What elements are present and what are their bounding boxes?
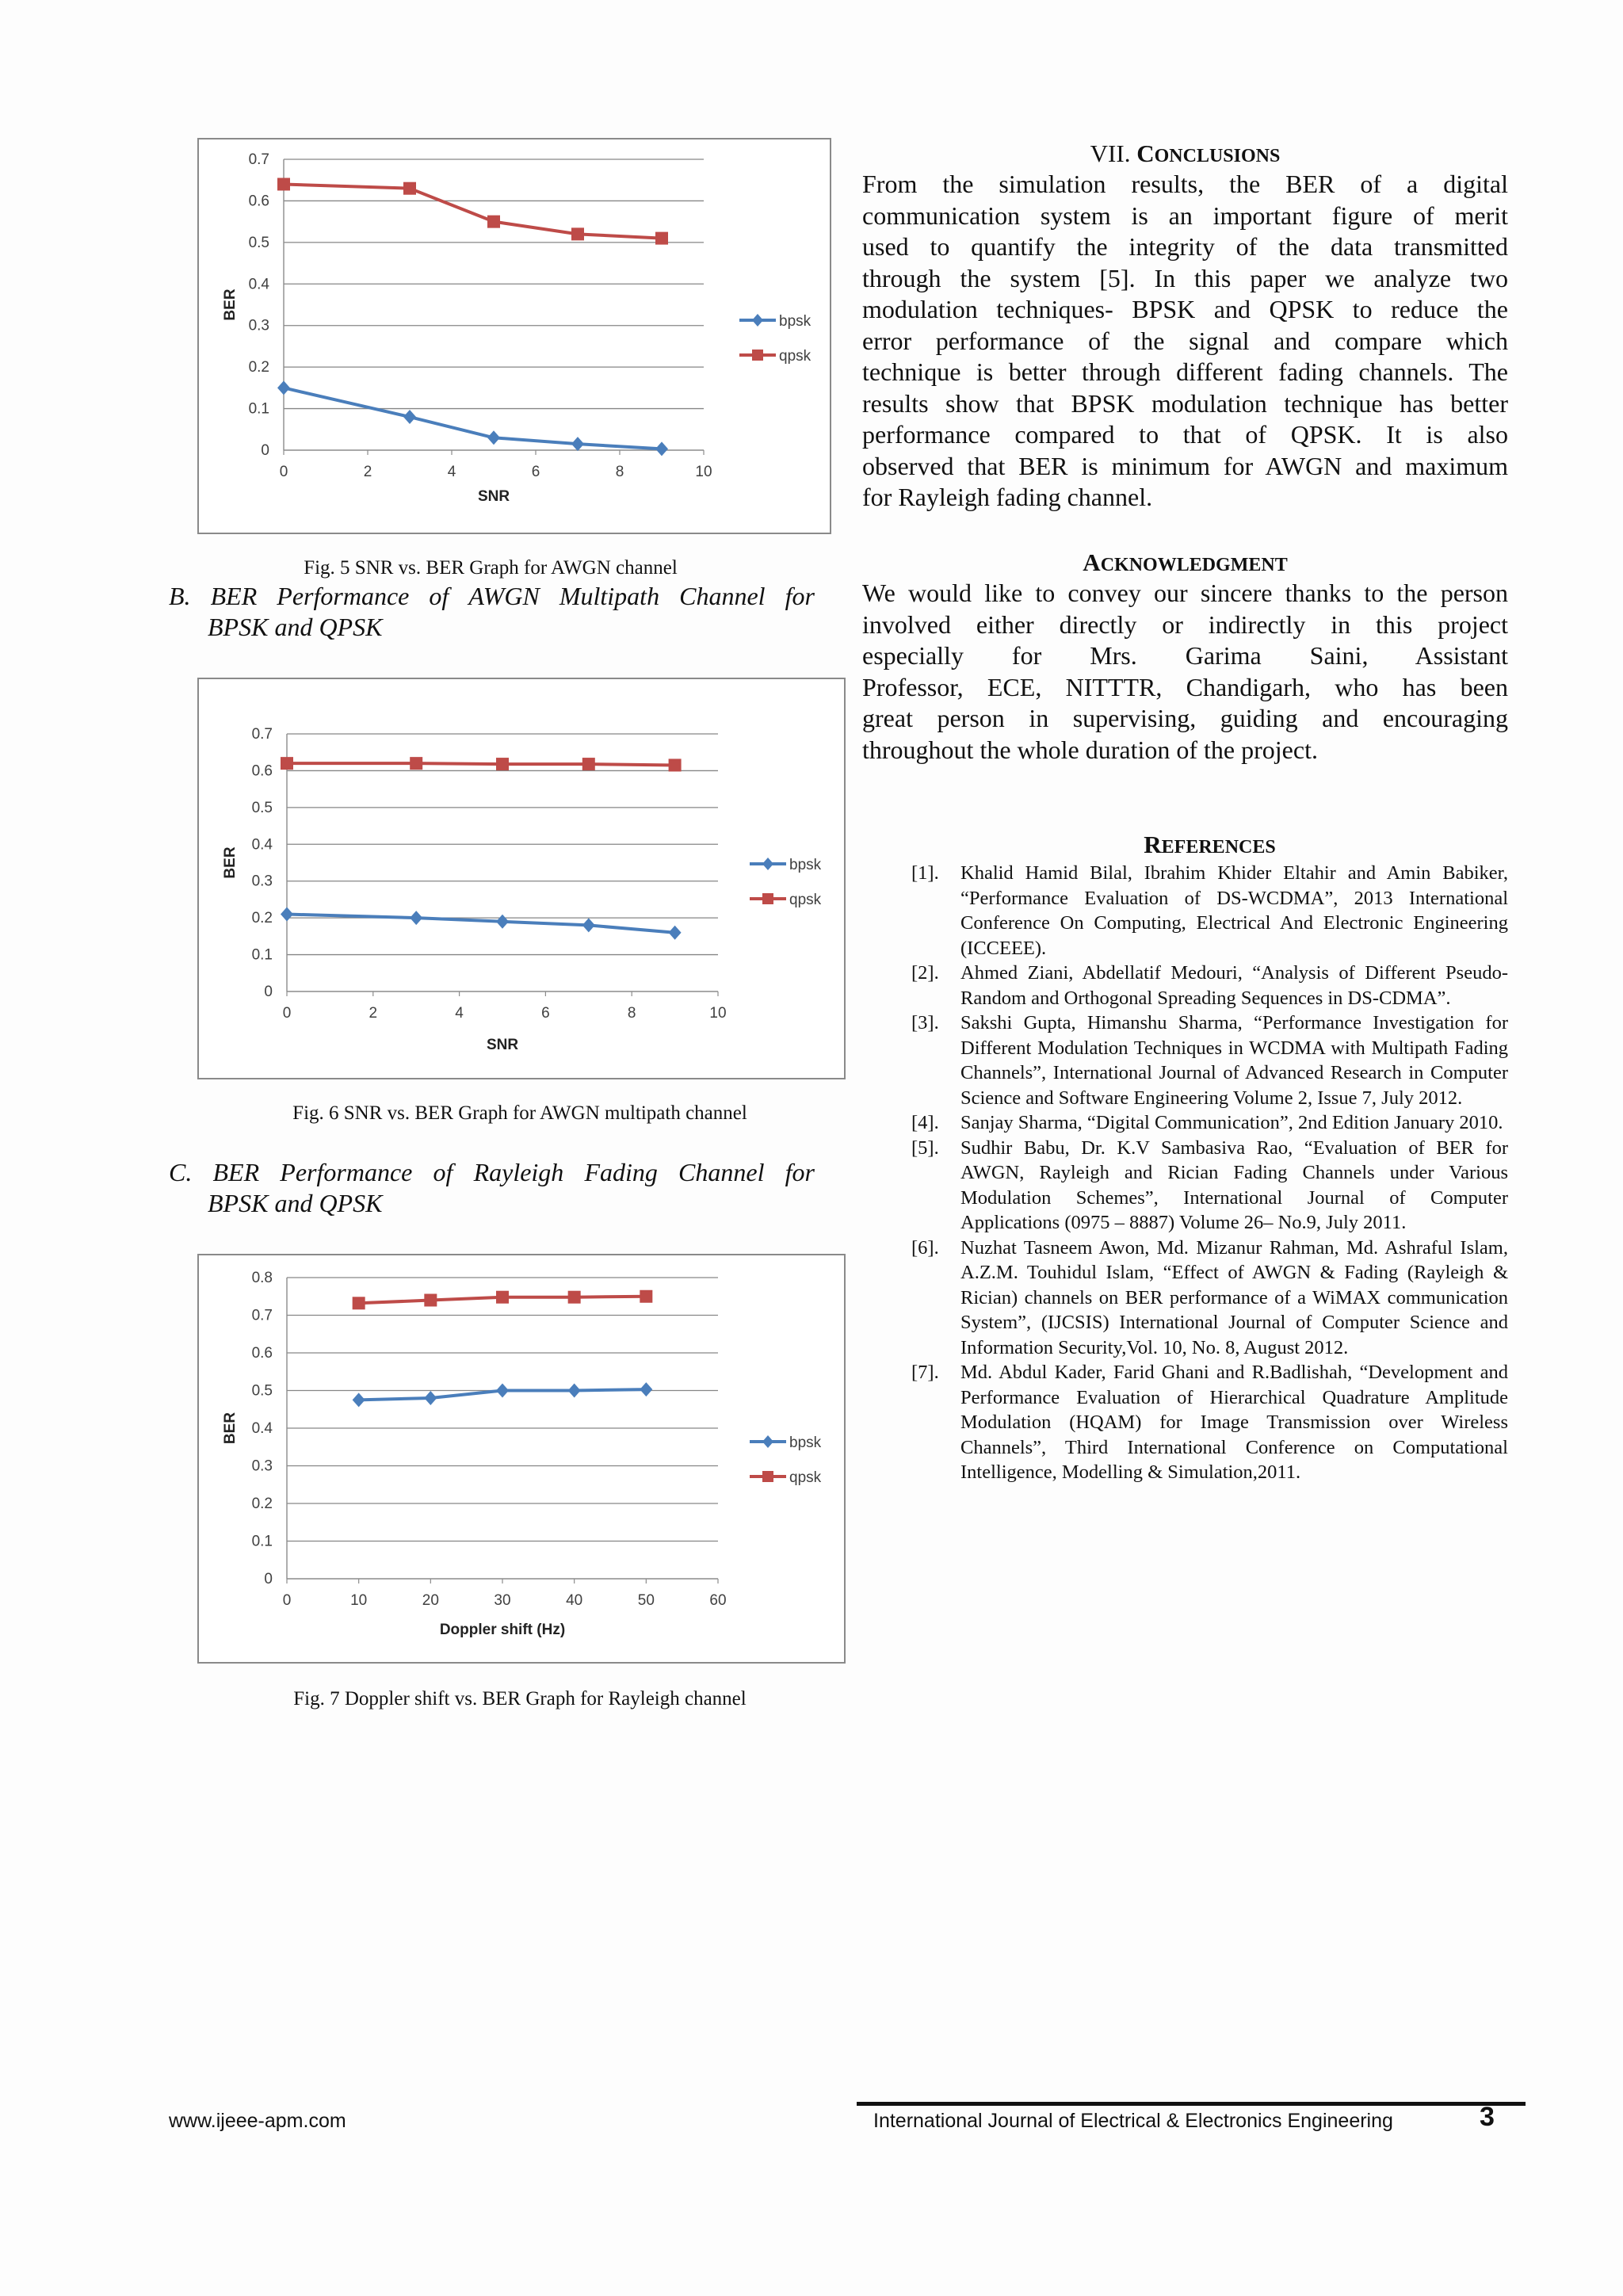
y-tick-label: 0.1 (251, 946, 273, 964)
series-qpsk-point (281, 757, 293, 770)
reference-text: Md. Abdul Kader, Farid Ghani and R.Badlishah, “Development and Performance Evaluation of Hierarchical Quadrature Amplitude Modulation (HQAM) for Image Transmission over Wireless Channels”, Third International Conference on Computational Intelligence, Modelling & Simulation,2011. (960, 1362, 1508, 1483)
subsection-c-word: for (785, 1158, 815, 1186)
series-bpsk-point (571, 437, 584, 451)
legend-qpsk-label: qpsk (789, 892, 822, 908)
series-bpsk-point (277, 380, 290, 395)
subsection-c-word: Channel (678, 1158, 765, 1186)
series-bpsk-point (582, 918, 595, 932)
references-heading: REFERENCES (1144, 831, 1276, 858)
conclusions-line: for Rayleigh fading channel. (862, 483, 1153, 511)
series-bpsk-line (284, 388, 662, 449)
subsection-b-word: for (785, 582, 815, 610)
legend-qpsk-marker (752, 350, 763, 361)
chart-awgn (197, 138, 831, 534)
y-tick-label: 0.5 (248, 234, 269, 251)
chart-awgn-svg (199, 139, 830, 533)
legend-bpsk-marker (762, 858, 773, 870)
footer-website[interactable]: www.ijeee-apm.com (169, 2110, 346, 2132)
y-tick-label: 0.6 (251, 762, 273, 780)
chart-awgn-multipath-svg (199, 679, 844, 1078)
reference-number: [5]. (911, 1137, 939, 1159)
series-bpsk-point (496, 915, 509, 929)
series-bpsk-point (496, 1384, 509, 1398)
references-list (911, 861, 1508, 1485)
subsection-c-word: Rayleigh (473, 1158, 564, 1186)
x-tick-label: 30 (494, 1592, 511, 1609)
x-tick-label: 0 (282, 1005, 292, 1022)
y-tick-label: 0.7 (251, 1307, 273, 1324)
conclusions-line: results show that BPSK modulation technique has better (862, 388, 1508, 418)
conclusions-line: used to quantify the integrity of the data transmitted (862, 232, 1508, 261)
x-tick-label: 0 (282, 1592, 292, 1609)
y-tick-label: 0.4 (251, 1420, 273, 1437)
conclusions-numeral: VII. (1090, 139, 1131, 167)
series-qpsk-point (403, 182, 416, 195)
reference-number: [6]. (911, 1236, 939, 1259)
reference-text: Nuzhat Tasneem Awon, Md. Mizanur Rahman, Md. Ashraful Islam, A.Z.M. Touhidul Islam, “Effect of AWGN & Fading (Rayleigh & Rician) channels on BER performance of a WiMAX communication System”, (IJCSIS) International Journal of Computer Science and Information Security,Vol. 10, No. 8, August 2012. (960, 1236, 1508, 1358)
acknowledgment-line: Professor, ECE, NITTTR, Chandigarh, who has been (862, 672, 1508, 701)
subsection-b-label: B. (169, 582, 191, 610)
acknowledgment-line: We would like to convey our sincere thanks to the person (862, 579, 1508, 607)
y-tick-label: 0 (264, 1571, 273, 1587)
x-tick-label: 6 (531, 464, 540, 480)
reference-text: Sanjay Sharma, “Digital Communication”, 2nd Edition January 2010. (960, 1112, 1503, 1133)
series-qpsk-point (669, 758, 682, 771)
x-axis-title: Doppler shift (Hz) (439, 1622, 566, 1638)
x-tick-label: 4 (455, 1005, 464, 1022)
series-qpsk-point (424, 1294, 437, 1307)
chart-rayleigh-svg (199, 1255, 844, 1662)
subsection-b-word: Multipath (559, 582, 660, 610)
reference-number: [4]. (911, 1112, 939, 1133)
conclusions-line: performance compared to that of QPSK. It is also (862, 420, 1508, 449)
y-tick-label: 0.3 (251, 873, 273, 890)
series-bpsk-point (487, 430, 500, 445)
series-qpsk-point (496, 758, 509, 770)
y-axis-title: BER (222, 1412, 239, 1445)
acknowledgment-line: especially for Mrs. Garima Saini, Assistant (862, 641, 1508, 670)
x-tick-label: 60 (709, 1592, 727, 1609)
subsection-c-word: of (433, 1158, 453, 1186)
legend-bpsk-marker (752, 314, 763, 327)
y-axis-title: BER (222, 288, 239, 321)
y-tick-label: 0.3 (251, 1457, 273, 1475)
y-tick-label: 0.7 (248, 151, 269, 168)
x-tick-label: 10 (709, 1005, 727, 1022)
y-tick-label: 0.2 (251, 1496, 273, 1512)
reference-item (911, 861, 1508, 961)
caption-fig5: Fig. 5 SNR vs. BER Graph for AWGN channel (304, 557, 678, 579)
series-bpsk-point (568, 1384, 581, 1398)
series-bpsk-point (410, 911, 422, 925)
subsection-b-heading (169, 581, 815, 643)
series-bpsk-point (403, 410, 416, 424)
reference-text: Khalid Hamid Bilal, Ibrahim Khider Eltahir and Amin Babiker, “Performance Evaluation of DS-WCDMA”, 2013 International Conference On Computing, Electrical And Electronic Engineering (ICCEEE). (960, 862, 1508, 959)
acknowledgment-line: great person in supervising, guiding and encouraging (862, 704, 1508, 732)
conclusions-line: error performance of the signal and compare which (862, 326, 1508, 355)
conclusions-line: modulation techniques- BPSK and QPSK to reduce the (862, 295, 1508, 323)
reference-number: [3]. (911, 1012, 939, 1033)
x-tick-label: 10 (695, 464, 712, 480)
reference-text: Sudhir Babu, Dr. K.V Sambasiva Rao, “Evaluation of BER for AWGN, Rayleigh and Rician Fading Channels under Various Modulation Schemes”, International Journal of Computer Applications (0975 – 8887) Volume 26– No.9, July 2011. (960, 1137, 1508, 1233)
reference-item (911, 1010, 1508, 1110)
acknowledgment-line: throughout the whole duration of the project. (862, 735, 1318, 764)
y-tick-label: 0.8 (251, 1270, 273, 1286)
footer-rule (857, 2102, 1526, 2106)
y-tick-label: 0.7 (251, 726, 273, 743)
y-tick-label: 0 (264, 984, 273, 1000)
subsection-b-word: AWGN (468, 582, 540, 610)
legend-qpsk-marker (762, 893, 773, 904)
series-qpsk-line (284, 184, 662, 238)
x-tick-label: 10 (350, 1592, 368, 1609)
x-axis-title: SNR (477, 488, 510, 505)
reference-number: [1]. (911, 862, 939, 884)
reference-item (911, 1110, 1508, 1136)
caption-fig7: Fig. 7 Doppler shift vs. BER Graph for Rayleigh channel (293, 1688, 747, 1710)
legend-bpsk-label: bpsk (789, 857, 822, 873)
reference-item (911, 1360, 1508, 1485)
series-qpsk-point (655, 232, 668, 245)
series-qpsk-point (571, 227, 584, 240)
acknowledgment-body (862, 578, 1508, 766)
x-tick-label: 0 (279, 464, 288, 480)
series-bpsk-line (287, 915, 675, 933)
subsection-b-word: Channel (679, 582, 766, 610)
series-qpsk-point (353, 1297, 365, 1309)
subsection-c-line2: BPSK and QPSK (208, 1189, 383, 1217)
reference-item (911, 1136, 1508, 1236)
reference-text: Sakshi Gupta, Himanshu Sharma, “Performance Investigation for Different Modulation Techniques in WCDMA with Multipath Fading Channels”, International Journal of Advanced Research in Computer Science and Software Engineering Volume 2, Issue 7, July 2012. (960, 1012, 1508, 1109)
x-tick-label: 8 (627, 1005, 636, 1022)
subsection-c-word: Fading (584, 1158, 658, 1186)
y-tick-label: 0.4 (251, 836, 273, 854)
series-bpsk-point (424, 1391, 437, 1405)
series-qpsk-point (410, 757, 422, 770)
legend-qpsk-marker (762, 1471, 773, 1482)
x-tick-label: 6 (541, 1005, 550, 1022)
conclusions-line: observed that BER is minimum for AWGN and maximum (862, 451, 1508, 480)
acknowledgment-heading: ACKNOWLEDGMENT (1083, 548, 1288, 576)
y-tick-label: 0.4 (248, 276, 269, 293)
x-tick-label: 2 (369, 1005, 378, 1022)
x-tick-label: 4 (447, 464, 456, 480)
y-tick-label: 0.2 (248, 359, 269, 376)
series-qpsk-point (568, 1291, 581, 1304)
subsection-c-word: BER (212, 1158, 260, 1186)
y-tick-label: 0.1 (251, 1533, 273, 1550)
y-tick-label: 0.1 (248, 400, 269, 418)
x-tick-label: 40 (566, 1592, 583, 1609)
y-tick-label: 0.6 (248, 193, 269, 210)
reference-number: [2]. (911, 962, 939, 984)
series-qpsk-line (287, 763, 675, 765)
reference-item (911, 961, 1508, 1010)
chart-rayleigh (197, 1254, 846, 1664)
legend-bpsk-marker (762, 1435, 773, 1448)
subsection-c-word: Performance (280, 1158, 413, 1186)
y-tick-label: 0.5 (251, 799, 273, 816)
subsection-c-heading (169, 1157, 815, 1219)
conclusions-line: through the system [5]. In this paper we analyze two (862, 263, 1508, 292)
series-qpsk-point (640, 1290, 652, 1303)
series-qpsk-point (487, 216, 500, 228)
x-tick-label: 20 (422, 1592, 439, 1609)
x-axis-title: SNR (486, 1037, 519, 1053)
subsection-b-line2: BPSK and QPSK (208, 613, 383, 641)
series-qpsk-point (277, 178, 290, 190)
conclusions-line: From the simulation results, the BER of a digital (862, 170, 1508, 198)
series-bpsk-point (655, 441, 668, 456)
reference-item (911, 1236, 1508, 1361)
y-tick-label: 0.6 (251, 1345, 273, 1362)
series-bpsk-point (640, 1382, 652, 1396)
y-tick-label: 0.5 (251, 1382, 273, 1400)
series-bpsk-point (669, 926, 682, 940)
subsection-b-word: BER (210, 582, 258, 610)
x-tick-label: 8 (615, 464, 624, 480)
legend-qpsk-label: qpsk (789, 1469, 822, 1486)
conclusions-heading: VII. CONCLUSIONS (1090, 139, 1281, 167)
page-number: 3 (1480, 2102, 1495, 2132)
acknowledgment-line: involved either directly or indirectly in this project (862, 609, 1508, 639)
series-qpsk-point (496, 1291, 509, 1304)
y-tick-label: 0.3 (248, 317, 269, 334)
reference-text: Ahmed Ziani, Abdellatif Medouri, “Analysis of Different Pseudo-Random and Orthogonal Spreading Sequences in DS-CDMA”. (960, 962, 1508, 1009)
x-tick-label: 2 (363, 464, 372, 480)
footer-journal: International Journal of Electrical & Electronics Engineering (873, 2110, 1393, 2132)
legend-qpsk-label: qpsk (779, 348, 812, 365)
subsection-b-word: of (429, 582, 449, 610)
conclusions-line: communication system is an important figure of merit (862, 201, 1508, 230)
series-bpsk-point (353, 1392, 365, 1407)
conclusions-line: technique is better through different fading channels. The (862, 357, 1508, 386)
caption-fig6: Fig. 6 SNR vs. BER Graph for AWGN multipath channel (292, 1102, 747, 1124)
series-bpsk-point (281, 907, 293, 922)
y-axis-title: BER (222, 846, 239, 879)
y-tick-label: 0 (261, 442, 269, 459)
conclusions-body (862, 169, 1508, 514)
chart-awgn-multipath (197, 678, 846, 1079)
x-tick-label: 50 (637, 1592, 655, 1609)
legend-bpsk-label: bpsk (779, 313, 812, 330)
reference-number: [7]. (911, 1362, 939, 1383)
series-qpsk-point (582, 758, 595, 770)
y-tick-label: 0.2 (251, 910, 273, 927)
legend-bpsk-label: bpsk (789, 1435, 822, 1451)
subsection-b-word: Performance (277, 582, 410, 610)
subsection-c-label: C. (169, 1158, 193, 1186)
